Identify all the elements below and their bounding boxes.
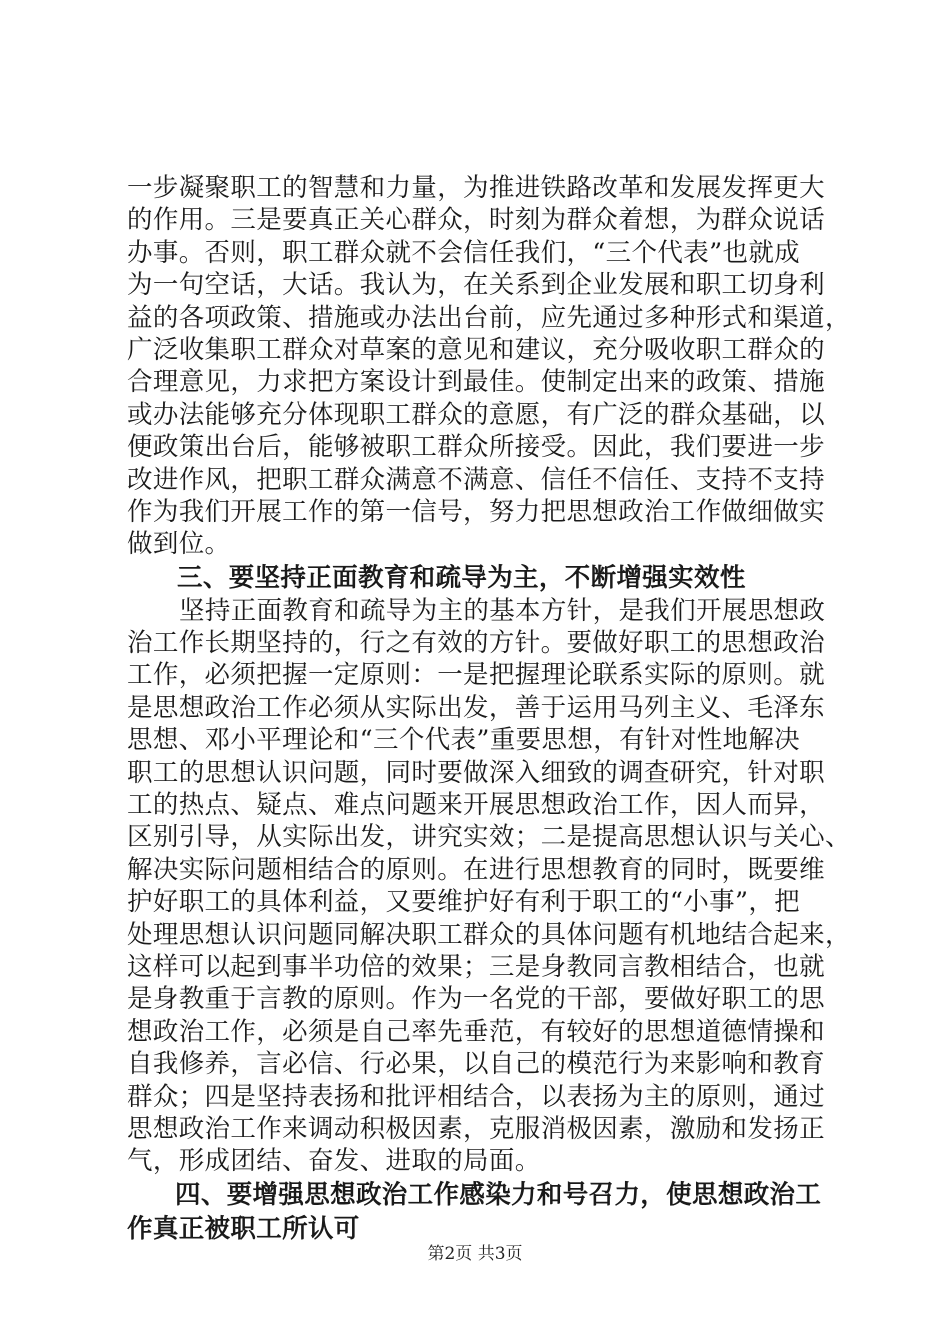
- paragraph-1: [127, 172, 851, 561]
- text-line: 广泛收集职工群众对草案的意见和建议，充分吸收职工群众的: [127, 334, 825, 365]
- text-line: 思想政治工作来调动积极因素，克服消极因素，激励和发扬正: [127, 1113, 825, 1144]
- text-line: 自我修养，言必信、行必果，以自己的模范行为来影响和教育: [127, 1049, 825, 1080]
- text-line: 或办法能够充分体现职工群众的意愿，有广泛的群众基础，以: [127, 399, 825, 430]
- text-line: 办事。否则，职工群众就不会信任我们，“三个代表”也就成: [127, 237, 801, 268]
- text-line: 职工的思想认识问题，同时要做深入细致的调查研究，针对职: [127, 757, 825, 788]
- text-line: 是身教重于言教的原则。作为一名党的干部，要做好职工的思: [127, 984, 825, 1015]
- text-line: 处理思想认识问题同解决职工群众的具体问题有机地结合起来，: [127, 919, 851, 950]
- section-heading-3: 三、要坚持正面教育和疏导为主，不断增强实效性: [177, 562, 746, 593]
- text-line: 这样可以起到事半功倍的效果；三是身教同言教相结合，也就: [127, 951, 825, 982]
- text-line: 是思想政治工作必须从实际出发，善于运用马列主义、毛泽东: [127, 692, 825, 723]
- text-line: 益的各项政策、措施或办法出台前，应先通过多种形式和渠道，: [127, 302, 851, 333]
- text-line: 改进作风，把职工群众满意不满意、信任不信任、支持不支持: [127, 464, 825, 495]
- text-line: 思想、邓小平理论和“三个代表”重要思想，有针对性地解决: [127, 725, 801, 756]
- text-line: 为一句空话，大话。我认为，在关系到企业发展和职工切身利: [127, 270, 825, 301]
- text-line: 工作，必须把握一定原则：一是把握理论联系实际的原则。就: [127, 660, 825, 691]
- text-line: 坚持正面教育和疏导为主的基本方针，是我们开展思想政: [179, 595, 826, 626]
- text-line: 工的热点、疑点、难点问题来开展思想政治工作，因人而异，: [127, 790, 825, 821]
- text-line: 想政治工作，必须是自己率先垂范，有较好的思想道德情操和: [127, 1016, 825, 1047]
- text-line: 做到位。: [127, 529, 231, 560]
- heading-line: 作真正被职工所认可: [127, 1213, 360, 1244]
- text-line: 作为我们开展工作的第一信号，努力把思想政治工作做细做实: [127, 496, 825, 527]
- text-line: 治工作长期坚持的，行之有效的方针。要做好职工的思想政治: [127, 628, 825, 659]
- text-line: 合理意见，力求把方案设计到最佳。使制定出来的政策、措施: [127, 367, 825, 398]
- paragraph-2: [127, 595, 851, 1178]
- text-line: 区别引导，从实际出发，讲究实效；二是提高思想认识与关心、: [127, 822, 851, 853]
- section-heading-4: [127, 1178, 832, 1245]
- text-line: 便政策出台后，能够被职工群众所接受。因此，我们要进一步: [127, 432, 825, 463]
- page-number-footer: 第2页 共3页: [427, 1244, 523, 1264]
- text-line: 群众；四是坚持表扬和批评相结合，以表扬为主的原则，通过: [127, 1081, 825, 1112]
- heading-line: 四、要增强思想政治工作感染力和号召力，使思想政治工: [175, 1179, 822, 1210]
- text-line: 护好职工的具体利益，又要维护好有利于职工的“小事”，把: [127, 887, 801, 918]
- text-line: 的作用。三是要真正关心群众，时刻为群众着想，为群众说话: [127, 205, 825, 236]
- text-line: 解决实际问题相结合的原则。在进行思想教育的同时，既要维: [127, 854, 825, 885]
- text-line: 气，形成团结、奋发、进取的局面。: [127, 1146, 541, 1177]
- document-body: [127, 172, 851, 1245]
- text-line: 一步凝聚职工的智慧和力量，为推进铁路改革和发展发挥更大: [127, 173, 825, 203]
